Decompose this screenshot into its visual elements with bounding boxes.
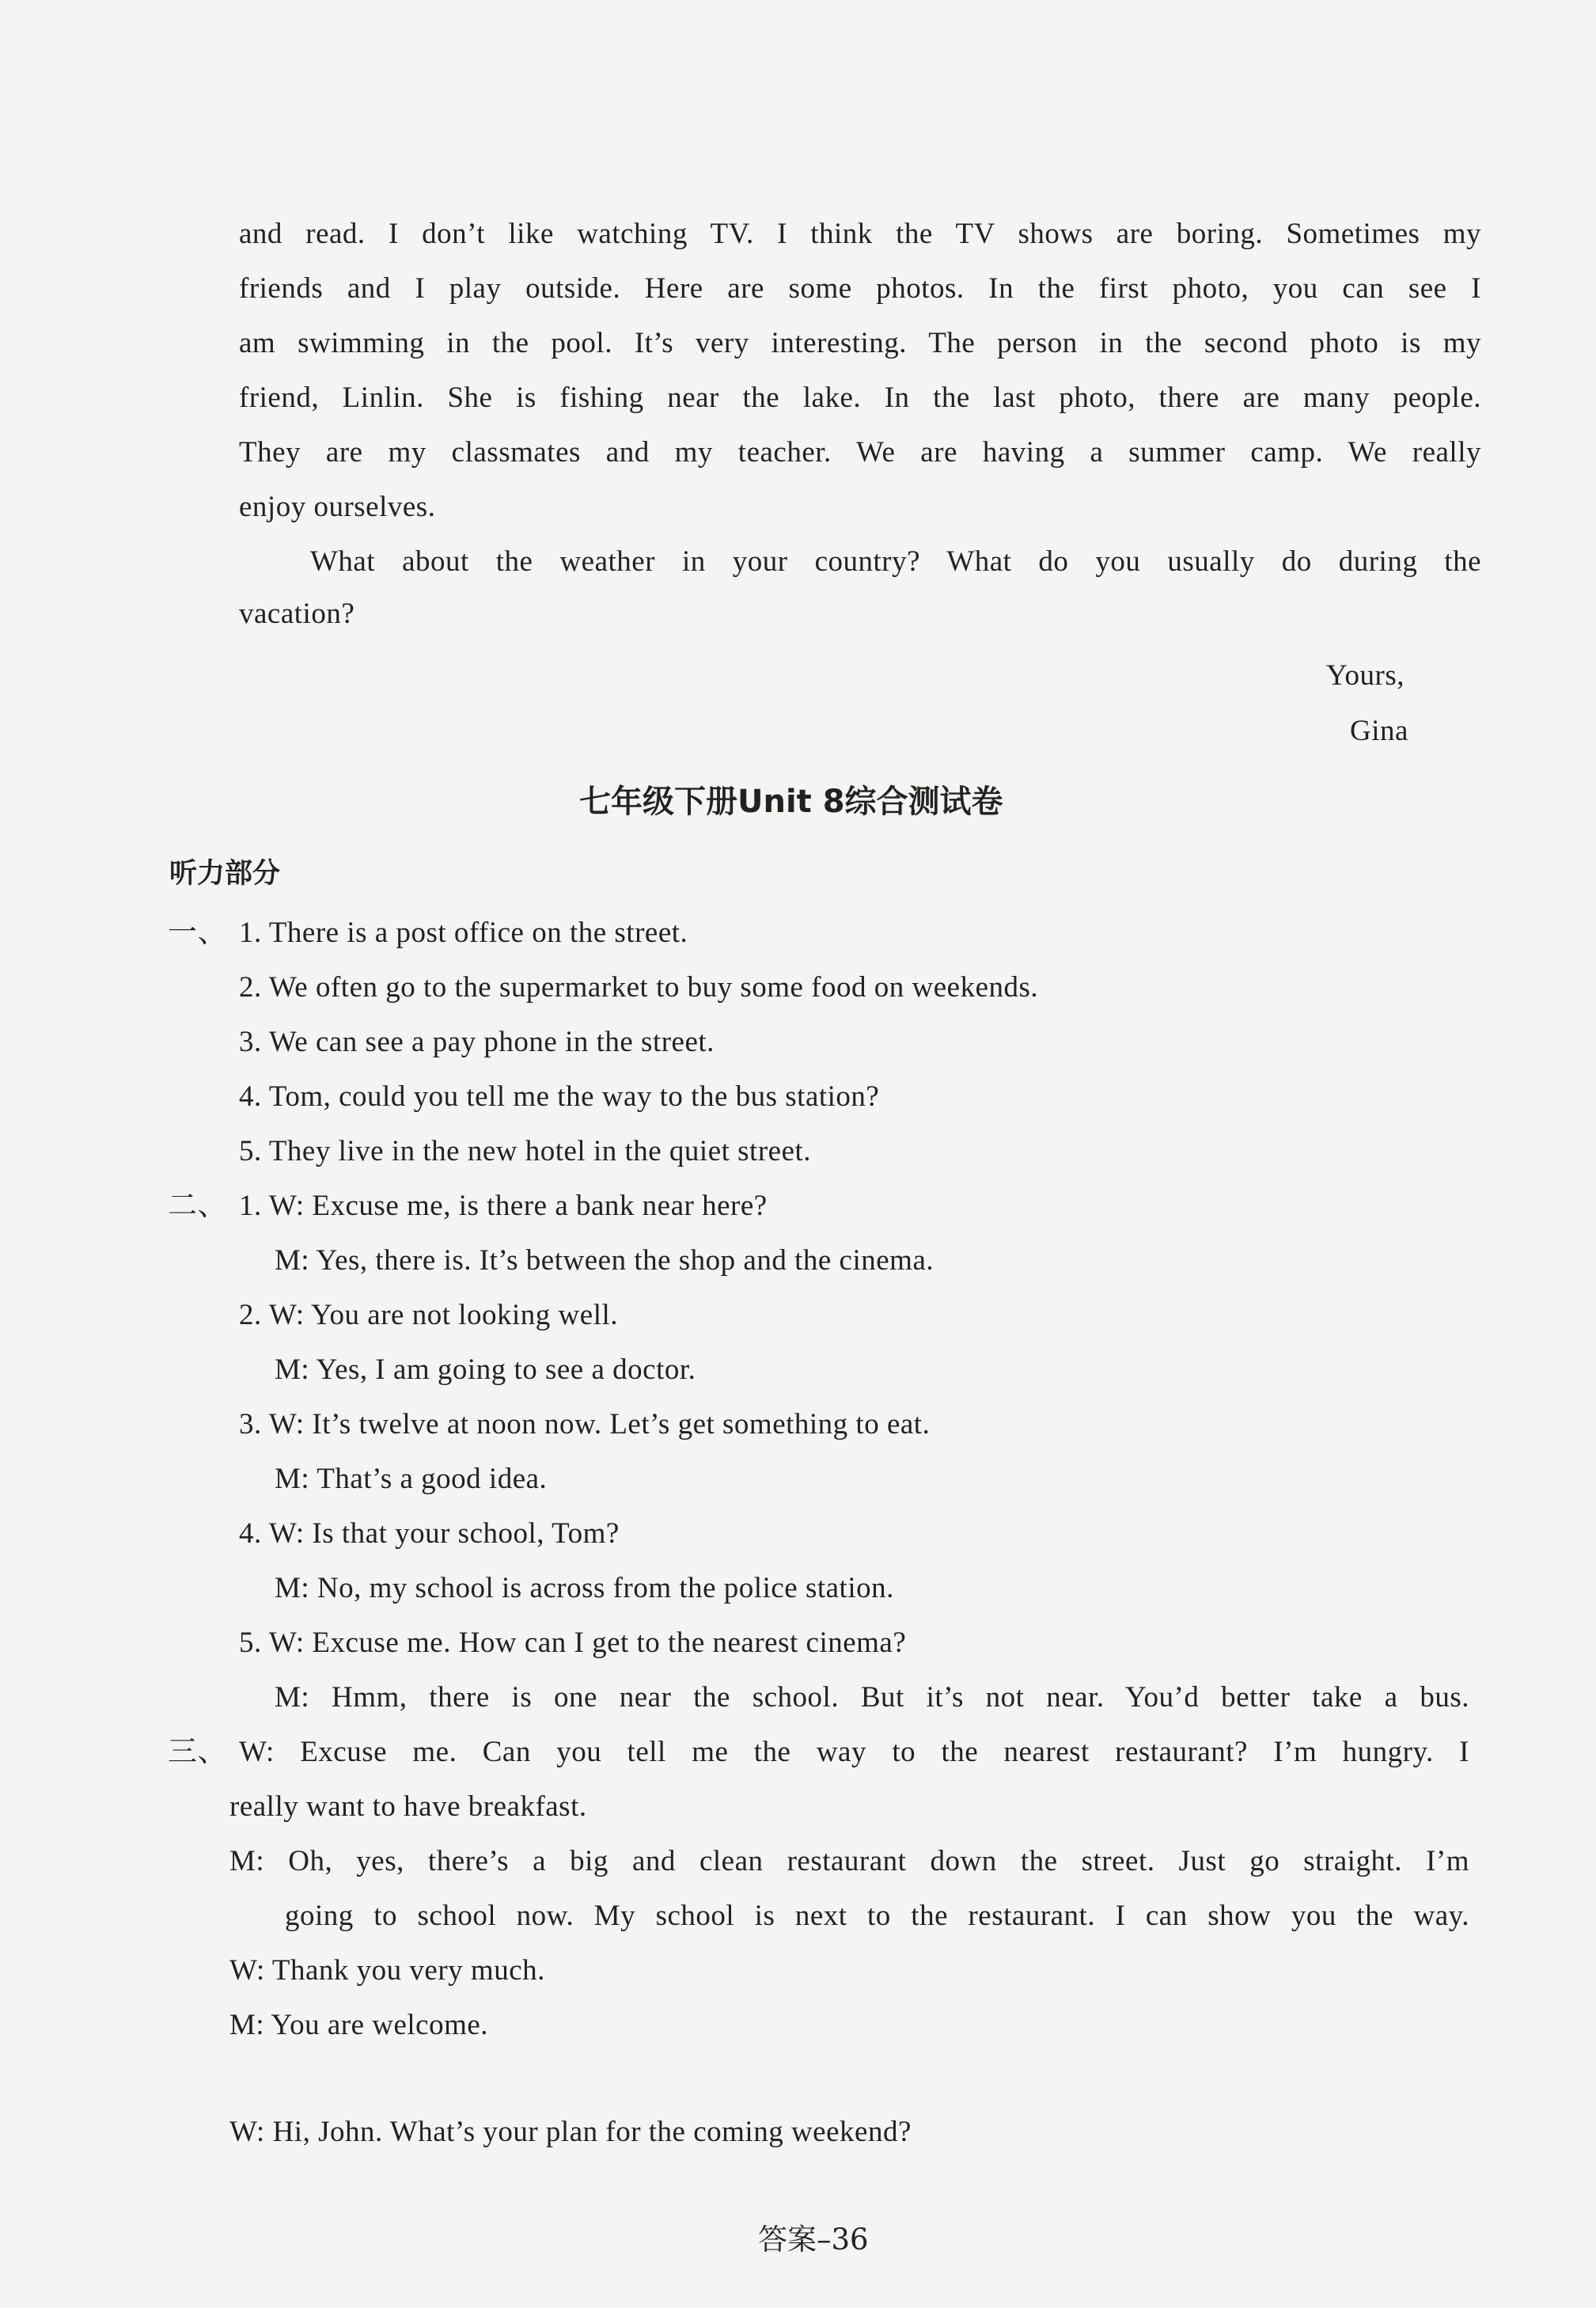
part1-item-4: 4. Tom, could you tell me the way to the bus station? xyxy=(239,1080,880,1113)
part3-line-6: M: You are welcome. xyxy=(229,2009,489,2041)
part3-line-3: M: Oh, yes, there’s a big and clean restaurant down the street. Just go straight. I’m xyxy=(229,1845,1469,1877)
letter-line-2: friends and I play outside. Here are some photos. In the first photo, you can see I xyxy=(239,272,1481,305)
part2-item-4-m: M: No, my school is across from the police station. xyxy=(275,1572,894,1604)
letter-closing: Yours, xyxy=(1326,659,1405,692)
part2-item-5-w: 5. W: Excuse me. How can I get to the nearest cinema? xyxy=(239,1627,907,1659)
part1-marker: 一、 xyxy=(168,917,227,949)
letter-para2-line1: What about the weather in your country? What do you usually do during the xyxy=(310,545,1481,578)
part2-marker: 二、 xyxy=(168,1190,227,1222)
letter-line-3: am swimming in the pool. It’s very interesting. The person in the second photo is my xyxy=(239,327,1481,359)
part2-item-4-w: 4. W: Is that your school, Tom? xyxy=(239,1517,620,1550)
part2-item-2-m: M: Yes, I am going to see a doctor. xyxy=(275,1353,696,1386)
letter-line-4: friend, Linlin. She is fishing near the lake. In the last photo, there are many people. xyxy=(239,382,1481,414)
part1-item-5: 5. They live in the new hotel in the quiet street. xyxy=(239,1135,812,1167)
section-label: 听力部分 xyxy=(169,858,281,890)
letter-line-5: They are my classmates and my teacher. We are having a summer camp. We really xyxy=(239,436,1481,469)
part1-item-2: 2. We often go to the supermarket to buy some food on weekends. xyxy=(239,971,1039,1004)
page-footer: 答案–36 xyxy=(758,2223,869,2257)
part3-line-5: W: Thank you very much. xyxy=(229,1954,545,1987)
letter-para2-line2: vacation? xyxy=(239,598,355,630)
letter-line-1: and read. I don’t like watching TV. I think the TV shows are boring. Sometimes my xyxy=(239,218,1481,250)
test-title: 七年级下册Unit 8综合测试卷 xyxy=(579,784,1003,820)
part2-item-1-m: M: Yes, there is. It’s between the shop and the cinema. xyxy=(275,1244,934,1277)
part1-item-1: 1. There is a post office on the street. xyxy=(239,917,688,949)
part3-marker: 三、 xyxy=(168,1736,227,1768)
part2-item-3-m: M: That’s a good idea. xyxy=(275,1463,548,1495)
part2-item-1-w: 1. W: Excuse me, is there a bank near here? xyxy=(239,1190,768,1222)
part2-item-3-w: 3. W: It’s twelve at noon now. Let’s get something to eat. xyxy=(239,1408,931,1441)
letter-line-6: enjoy ourselves. xyxy=(239,491,436,523)
part1-item-3: 3. We can see a pay phone in the street. xyxy=(239,1026,715,1058)
part2-item-2-w: 2. W: You are not looking well. xyxy=(239,1299,619,1331)
part3-line-2: really want to have breakfast. xyxy=(229,1790,587,1823)
part3-line-1: W: Excuse me. Can you tell me the way to the nearest restaurant? I’m hungry. I xyxy=(239,1736,1469,1768)
part3-line-7: W: Hi, John. What’s your plan for the coming weekend? xyxy=(229,2116,912,2148)
part2-item-5-m: M: Hmm, there is one near the school. But it’s not near. You’d better take a bus. xyxy=(275,1681,1469,1714)
part3-line-4: going to school now. My school is next to the restaurant. I can show you the way. xyxy=(285,1900,1469,1932)
letter-signature: Gina xyxy=(1350,715,1408,747)
